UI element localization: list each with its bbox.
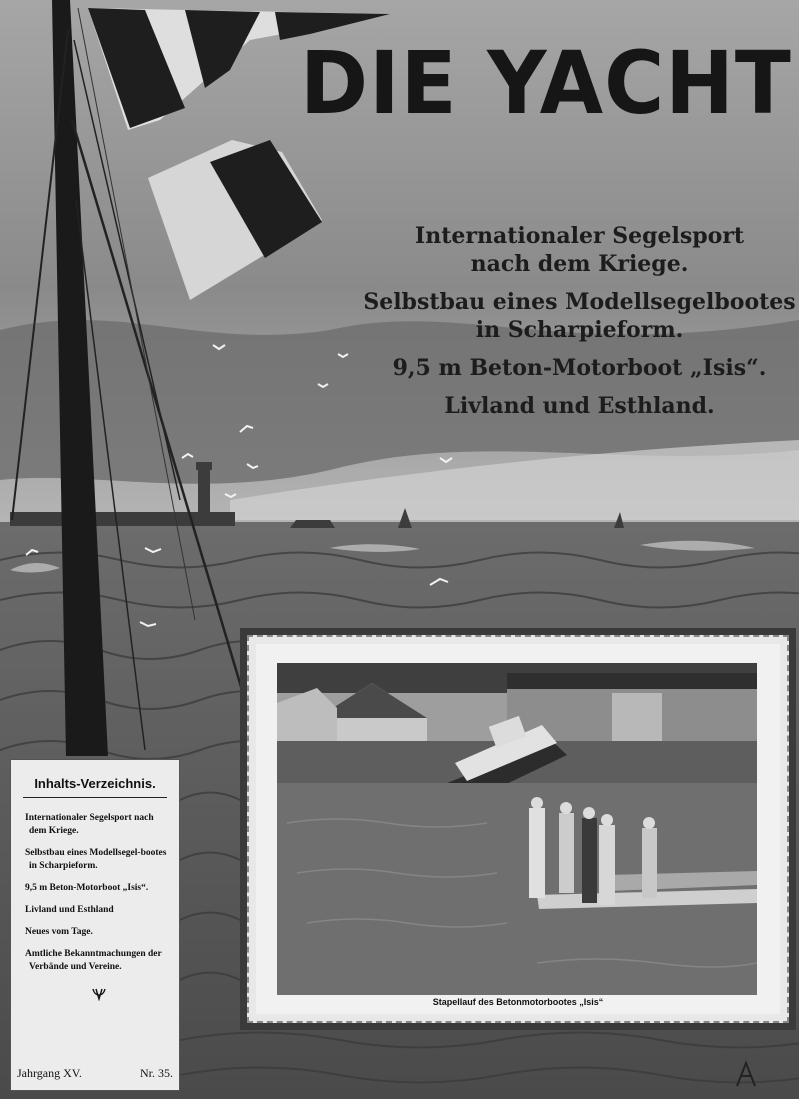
- toc-item: Selbstbau eines Modellsegel-bootes in Scharpieform.: [25, 848, 167, 871]
- toc-list: [11, 812, 179, 974]
- issue-footer: [17, 1066, 173, 1081]
- issue-number: Nr. 35.: [140, 1066, 173, 1080]
- publisher-mark-icon: [734, 1060, 758, 1088]
- toc-item: Amtliche Bekanntmachungen der Verbände und Vereine.: [25, 949, 162, 972]
- launch-photo: [277, 663, 757, 995]
- toc-item: Livland und Esthland: [25, 905, 114, 915]
- photo-frame: [240, 628, 796, 1030]
- toc-heading: Inhalts-Verzeichnis.: [34, 776, 156, 791]
- headline-beton-motorboot: 9,5 m Beton-Motorboot „Isis“.: [392, 355, 767, 381]
- cover-headlines: [360, 222, 799, 430]
- photo-water: [277, 783, 757, 995]
- toc-item: Neues vom Tage.: [25, 927, 93, 937]
- headline-livland: Livland und Esthland.: [444, 393, 715, 419]
- yacht-club-emblem-icon: [91, 987, 107, 1001]
- toc-item: 9,5 m Beton-Motorboot „Isis“.: [25, 883, 149, 893]
- photo-caption: Stapellauf des Betonmotorbootes „Isis“: [432, 997, 604, 1007]
- toc-item: Internationaler Segelsport nach dem Kriege.: [25, 813, 154, 836]
- toc-divider: [23, 797, 167, 798]
- table-of-contents: [11, 760, 179, 1090]
- magazine-title: DIE YACHT: [300, 34, 792, 134]
- headline-modellsegelboot: Selbstbau eines Modellsegelbootes in Scharpieform.: [363, 289, 796, 343]
- volume-label: Jahrgang XV.: [17, 1066, 82, 1080]
- headline-segelsport: Internationaler Segelsport nach dem Kriege.: [414, 223, 745, 277]
